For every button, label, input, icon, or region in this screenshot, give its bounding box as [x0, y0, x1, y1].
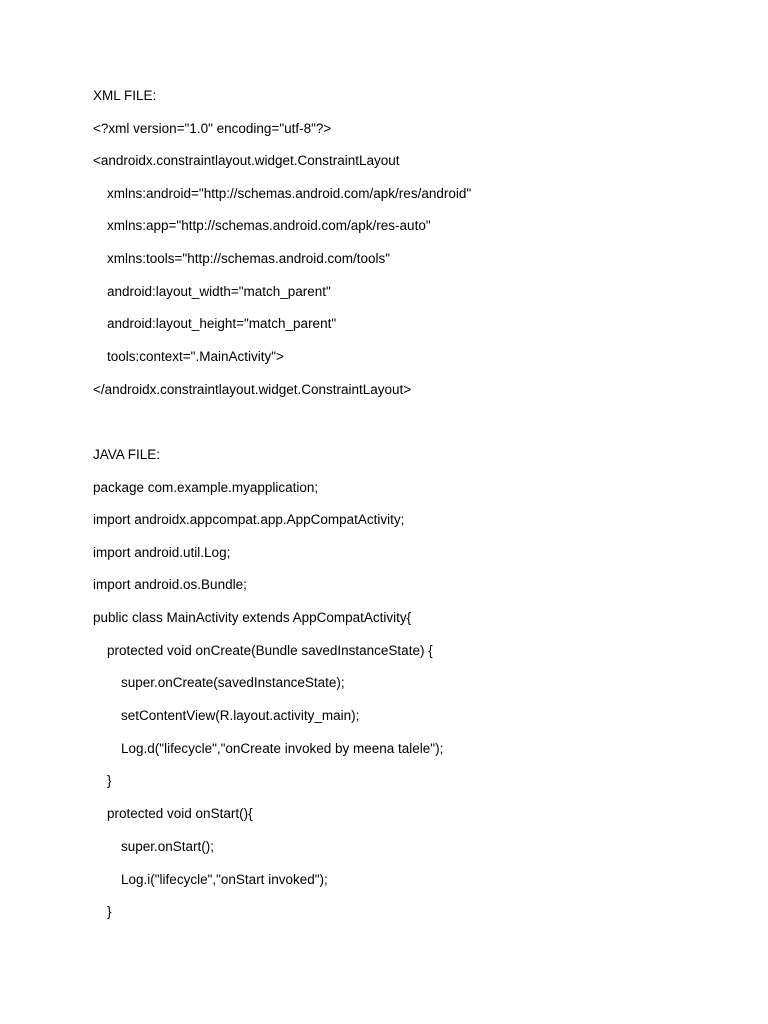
code-line: setContentView(R.layout.activity_main);: [121, 708, 360, 723]
code-line: Log.d("lifecycle","onCreate invoked by meena talele");: [121, 741, 444, 756]
code-line: import android.util.Log;: [93, 545, 231, 560]
code-line: public class MainActivity extends AppCompatActivity{: [93, 610, 412, 625]
code-line: protected void onCreate(Bundle savedInstanceState) {: [107, 643, 433, 658]
code-line: }: [107, 773, 112, 788]
code-line: android:layout_height="match_parent": [107, 316, 337, 331]
java-section-heading: JAVA FILE:: [93, 447, 161, 462]
code-line: xmlns:android="http://schemas.android.com/apk/res/android": [107, 186, 472, 201]
code-line: <androidx.constraintlayout.widget.ConstraintLayout: [93, 153, 400, 168]
code-line: super.onCreate(savedInstanceState);: [121, 675, 345, 690]
code-line: import androidx.appcompat.app.AppCompatActivity;: [93, 512, 405, 527]
code-line: xmlns:app="http://schemas.android.com/apk/res-auto": [107, 218, 431, 233]
code-line: xmlns:tools="http://schemas.android.com/tools": [107, 251, 391, 266]
code-line: import android.os.Bundle;: [93, 577, 247, 592]
code-line: android:layout_width="match_parent": [107, 284, 331, 299]
xml-section-heading: XML FILE:: [93, 88, 157, 103]
code-line: }: [107, 904, 112, 919]
code-line: <?xml version="1.0" encoding="utf-8"?>: [93, 121, 332, 136]
code-line: tools:context=".MainActivity">: [107, 349, 284, 364]
code-line: protected void onStart(){: [107, 806, 253, 821]
code-line: Log.i("lifecycle","onStart invoked");: [121, 872, 328, 887]
code-line: </androidx.constraintlayout.widget.ConstraintLayout>: [93, 382, 412, 397]
code-line: package com.example.myapplication;: [93, 480, 319, 495]
code-line: super.onStart();: [121, 839, 215, 854]
